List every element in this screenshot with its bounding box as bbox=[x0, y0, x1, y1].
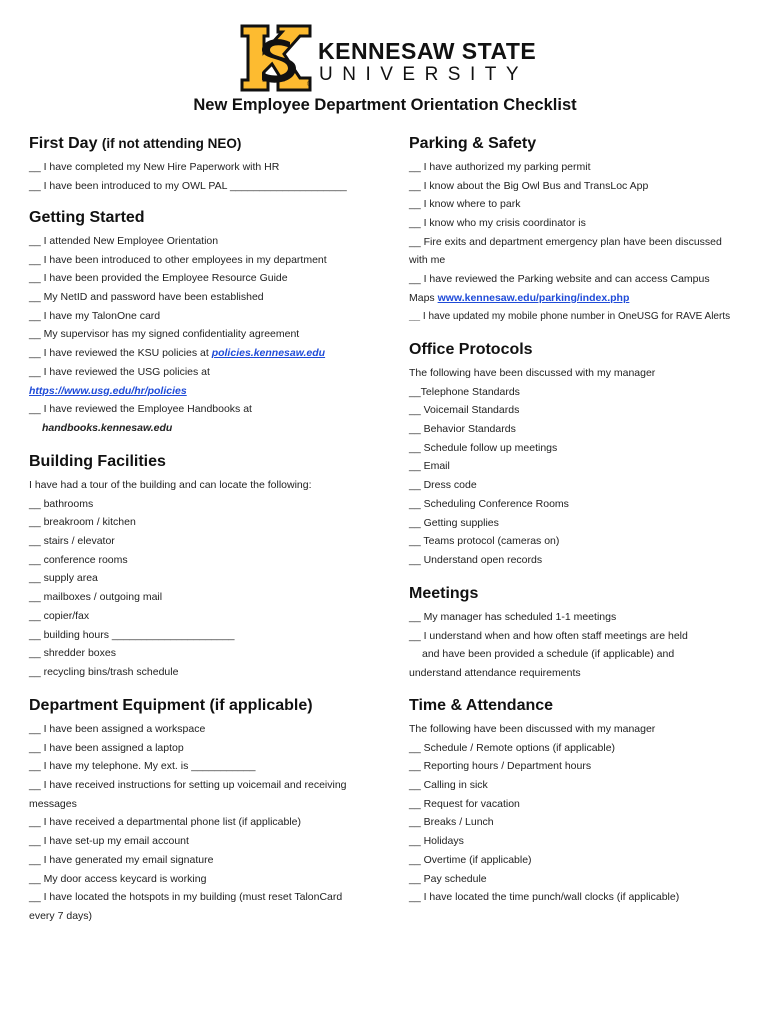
checklist-item-ksu-policies: __ I have reviewed the KSU policies at policies.kennesaw.edu bbox=[29, 347, 326, 360]
checklist-item: __ Calling in sick bbox=[409, 779, 488, 792]
checklist-item: __ I have set-up my email account bbox=[29, 835, 189, 848]
checklist-item: __ Schedule / Remote options (if applicable) bbox=[409, 741, 616, 754]
checklist-item: __ Pay schedule bbox=[409, 872, 487, 885]
checklist-item: __ I have reviewed the Parking website and can access Campus bbox=[409, 273, 710, 286]
section-heading: First Day (if not attending NEO) bbox=[29, 135, 242, 152]
checklist-item: __Telephone Standards bbox=[409, 385, 520, 398]
checklist-item: __ Behavior Standards bbox=[409, 423, 516, 436]
section-heading: Department Equipment (if applicable) bbox=[29, 697, 313, 714]
checklist-item: __ I understand when and how often staff meetings are held bbox=[409, 629, 688, 642]
section-heading: Time & Attendance bbox=[409, 697, 554, 714]
checklist-item: __ My door access keycard is working bbox=[29, 872, 207, 885]
checklist-item: The following have been discussed with my manager bbox=[409, 367, 656, 379]
checklist-item: __ I have been assigned a workspace bbox=[29, 723, 206, 735]
section-office-protocols bbox=[409, 340, 754, 570]
document-title: New Employee Department Orientation Checklist bbox=[193, 96, 577, 114]
checklist-item: __ supply area bbox=[29, 572, 98, 585]
checklist-item: __ Schedule follow up meetings bbox=[409, 441, 558, 454]
checklist-item: __ shredder boxes bbox=[29, 647, 116, 660]
checklist-item: __ I have my TalonOne card bbox=[29, 309, 161, 322]
checklist-item: __ Teams protocol (cameras on) bbox=[409, 535, 560, 548]
checklist-item: __ I have been introduced to other employees in my department bbox=[29, 253, 327, 266]
usg-policies-link[interactable]: https://www.usg.edu/hr/policies bbox=[29, 384, 187, 397]
checklist-item: __ Reporting hours / Department hours bbox=[409, 760, 592, 773]
parking-maps-link[interactable]: www.kennesaw.edu/parking/index.php bbox=[437, 291, 630, 304]
checklist-item: __ I know about the Big Owl Bus and TransLoc App bbox=[409, 179, 649, 192]
section-heading: Getting Started bbox=[29, 209, 145, 226]
checklist-item: __ My NetID and password have been established bbox=[29, 291, 264, 304]
section-department-equipment bbox=[29, 696, 374, 926]
checklist-item: __ Voicemail Standards bbox=[409, 404, 520, 417]
checklist-item: __ I have my telephone. My ext. is ___________ bbox=[29, 760, 256, 773]
checklist-item: __ Understand open records bbox=[409, 553, 543, 566]
checklist-item: __ recycling bins/trash schedule bbox=[29, 665, 179, 678]
checklist-item: I have had a tour of the building and can locate the following: bbox=[29, 479, 312, 491]
section-heading: Meetings bbox=[409, 585, 479, 602]
checklist-item: __ Holidays bbox=[409, 835, 464, 848]
checklist-item-usg-policies: __ I have reviewed the USG policies at bbox=[29, 365, 210, 378]
section-getting-started bbox=[29, 208, 374, 438]
checklist-item: messages bbox=[29, 797, 77, 810]
checklist-item: __ I have been assigned a laptop bbox=[29, 741, 184, 754]
checklist-item: __ bathrooms bbox=[29, 497, 94, 510]
checklist-item: __ Scheduling Conference Rooms bbox=[409, 497, 569, 510]
checklist-item: and have been provided a schedule (if applicable) and bbox=[422, 648, 675, 661]
checklist-item: The following have been discussed with my manager bbox=[409, 723, 656, 735]
handbooks-url: handbooks.kennesaw.edu bbox=[42, 421, 173, 434]
checklist-item: __ mailboxes / outgoing mail bbox=[29, 591, 163, 604]
checklist-item: __ Breaks / Lunch bbox=[409, 816, 494, 829]
checklist-item: every 7 days) bbox=[29, 909, 93, 922]
ksu-policies-link[interactable]: policies.kennesaw.edu bbox=[211, 347, 326, 360]
checklist-item: __ copier/fax bbox=[29, 609, 90, 622]
checklist-item: with me bbox=[409, 254, 446, 267]
ksu-logo bbox=[238, 22, 538, 98]
checklist-item: __ I have located the time punch/wall clocks (if applicable) bbox=[409, 891, 680, 904]
checklist-item: __ Getting supplies bbox=[409, 516, 499, 529]
checklist-item: understand attendance requirements bbox=[409, 667, 581, 680]
checklist-item: __ My manager has scheduled 1-1 meetings bbox=[409, 611, 617, 623]
checklist-item: __ I know who my crisis coordinator is bbox=[409, 217, 586, 230]
checklist-item: __ I have received instructions for setting up voicemail and receiving bbox=[29, 779, 347, 792]
checklist-item: __ I have located the hotspots in my building (must reset TalonCard bbox=[29, 891, 343, 904]
checklist-item: __ Dress code bbox=[409, 479, 477, 492]
checklist-item: __ I have completed my New Hire Paperwork with HR bbox=[29, 161, 280, 173]
ksu-monogram-icon bbox=[238, 22, 316, 94]
section-meetings bbox=[409, 584, 754, 683]
checklist-item-maps: Maps www.kennesaw.edu/parking/index.php bbox=[409, 291, 630, 304]
section-heading: Building Facilities bbox=[29, 453, 166, 470]
checklist-item-handbooks: __ I have reviewed the Employee Handbooks at bbox=[29, 403, 252, 416]
checklist-item: __ building hours _____________________ bbox=[29, 628, 235, 641]
checklist-item: __ I have received a departmental phone list (if applicable) bbox=[29, 816, 301, 829]
section-building-facilities bbox=[29, 452, 374, 682]
checklist-item: __ stairs / elevator bbox=[29, 535, 115, 548]
checklist-item: __ I have authorized my parking permit bbox=[409, 161, 591, 173]
checklist-item: __ Fire exits and department emergency plan have been discussed bbox=[409, 235, 722, 248]
university-name: KENNESAW STATE bbox=[318, 38, 537, 64]
section-heading: Office Protocols bbox=[409, 341, 533, 358]
checklist-item-rave: __ I have updated my mobile phone number in OneUSG for RAVE Alerts bbox=[409, 310, 731, 322]
checklist-item: __ Overtime (if applicable) bbox=[409, 853, 532, 866]
checklist-item: __ I have been introduced to my OWL PAL ____________________ bbox=[29, 179, 347, 192]
checklist-item: __ I attended New Employee Orientation bbox=[29, 235, 219, 247]
checklist-item: __ My supervisor has my signed confidentiality agreement bbox=[29, 328, 300, 341]
section-time-attendance bbox=[409, 696, 754, 907]
section-first-day bbox=[29, 134, 374, 195]
checklist-item: __ I have been provided the Employee Resource Guide bbox=[29, 272, 288, 285]
checklist-item: __ conference rooms bbox=[29, 553, 128, 566]
checklist-item: __ I have generated my email signature bbox=[29, 853, 214, 866]
section-heading: Parking & Safety bbox=[409, 135, 537, 152]
university-subtitle: UNIVERSITY bbox=[319, 64, 529, 85]
checklist-item: __ breakroom / kitchen bbox=[29, 516, 136, 529]
checklist-item: __ Email bbox=[409, 460, 450, 473]
checklist-item: __ I know where to park bbox=[409, 198, 521, 211]
registered-mark: ® bbox=[307, 82, 312, 88]
checklist-item: __ Request for vacation bbox=[409, 797, 520, 810]
section-parking-safety bbox=[409, 134, 754, 326]
